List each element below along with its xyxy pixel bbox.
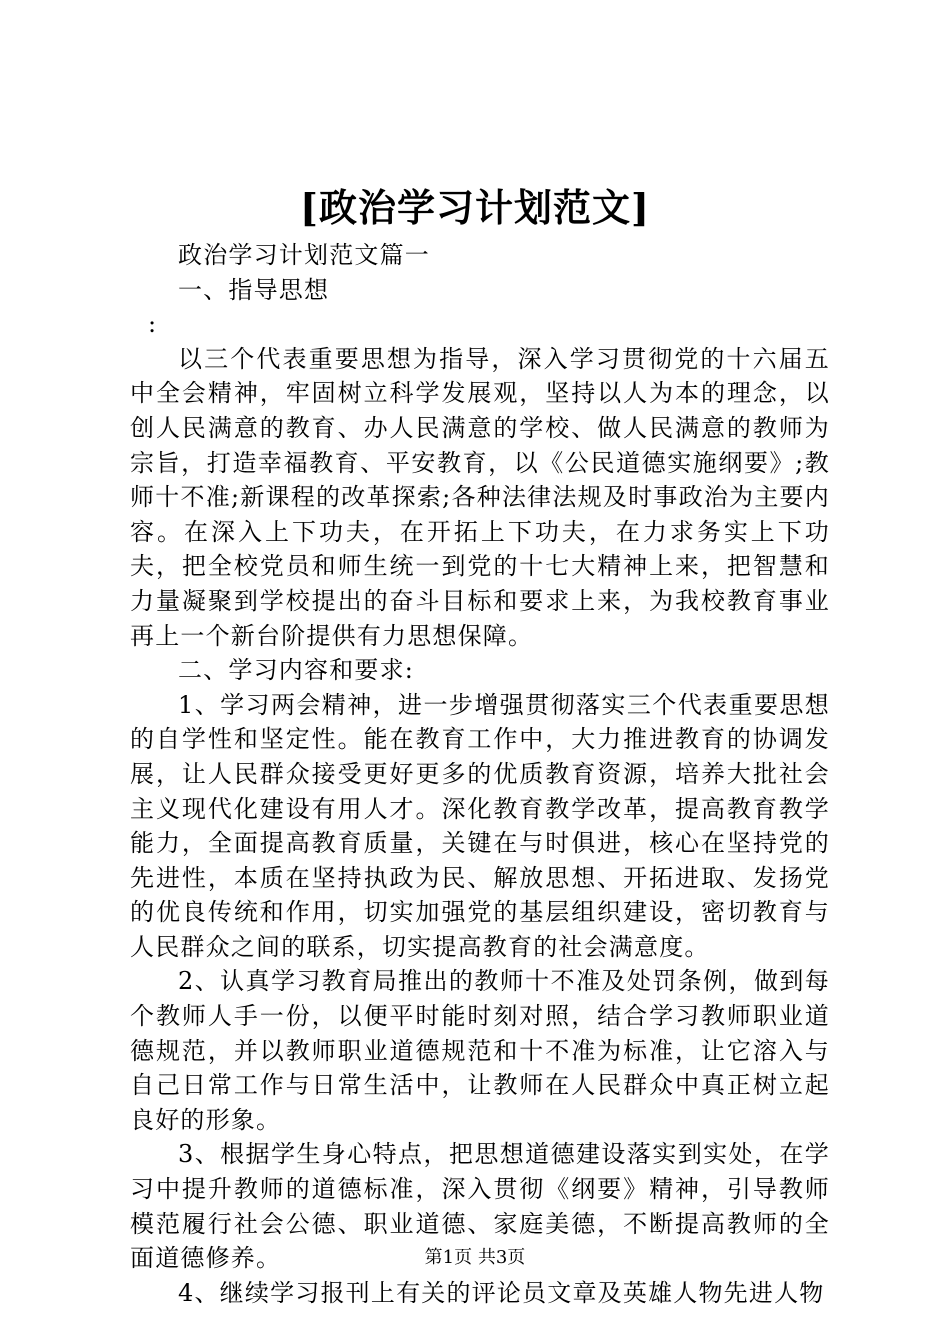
section-heading-plan: 政治学习计划范文篇一 bbox=[178, 241, 430, 269]
document-body bbox=[130, 238, 830, 1310]
section-heading-content-requirements: 二、学习内容和要求: bbox=[178, 656, 415, 685]
paragraph-item-1: 1、学习两会精神，进一步增强贯彻落实三个代表重要思想的自学性和坚定性。能在教育工作中，大力推进教育的协调发展，让人民群众接受更好更多的优质教育资源，培养大批社会主义现代化建设有用人才。深化教育教学改革，提高教育教学能力，全面提高教育质量，关键在与时俱进，核心在坚持党的先进性，本质在坚持执政为民、解放思想、开拓进取、发扬党的优良传统和作用，切实加强党的基层组织建设，密切教育与人民群众之间的联系，切实提高教育的社会满意度。 bbox=[130, 690, 830, 961]
paragraph-item-3: 3、根据学生身心特点，把思想道德建设落实到实处，在学习中提升教师的道德标准，深入贯彻《纲要》精神，引导教师模范履行社会公德、职业道德、家庭美德，不断提高教师的全面道德修养。 bbox=[130, 1140, 830, 1273]
document-title: [政治学习计划范文] bbox=[300, 185, 650, 230]
paragraph-item-4: 4、继续学习报刊上有关的评论员文章及英雄人物先进人物 bbox=[178, 1278, 825, 1307]
page-number-footer: 第1页 共3页 bbox=[424, 1247, 526, 1268]
paragraph-guiding-ideology: 以三个代表重要思想为指导，深入学习贯彻党的十六届五中全会精神，牢固树立科学发展观，坚持以人为本的理念，以创人民满意的教育、办人民满意的学校、做人民满意的教师为宗旨，打造幸福教育、平安教育，以《公民道德实施纲要》;教师十不准;新课程的改革探索;各种法律法规及时事政治为主要内容。在深入上下功夫，在开拓上下功夫，在力求务实上下功夫，把全校党员和师生统一到党的十七大精神上来，把智慧和力量凝聚到学校提出的奋斗目标和要求上来，为我校教育事业再上一个新台阶提供有力思想保障。 bbox=[130, 344, 830, 650]
section-heading-guiding-ideology: 一、指导思想 bbox=[178, 275, 330, 304]
colon-line: : bbox=[148, 310, 158, 339]
paragraph-item-2: 2、认真学习教育局推出的教师十不准及处罚条例，做到每个教师人手一份，以便平时能时刻对照，结合学习教师职业道德规范，并以教师职业道德规范和十不准为标准，让它溶入与自己日常工作与日常生活中，让教师在人民群众中真正树立起良好的形象。 bbox=[130, 967, 830, 1134]
